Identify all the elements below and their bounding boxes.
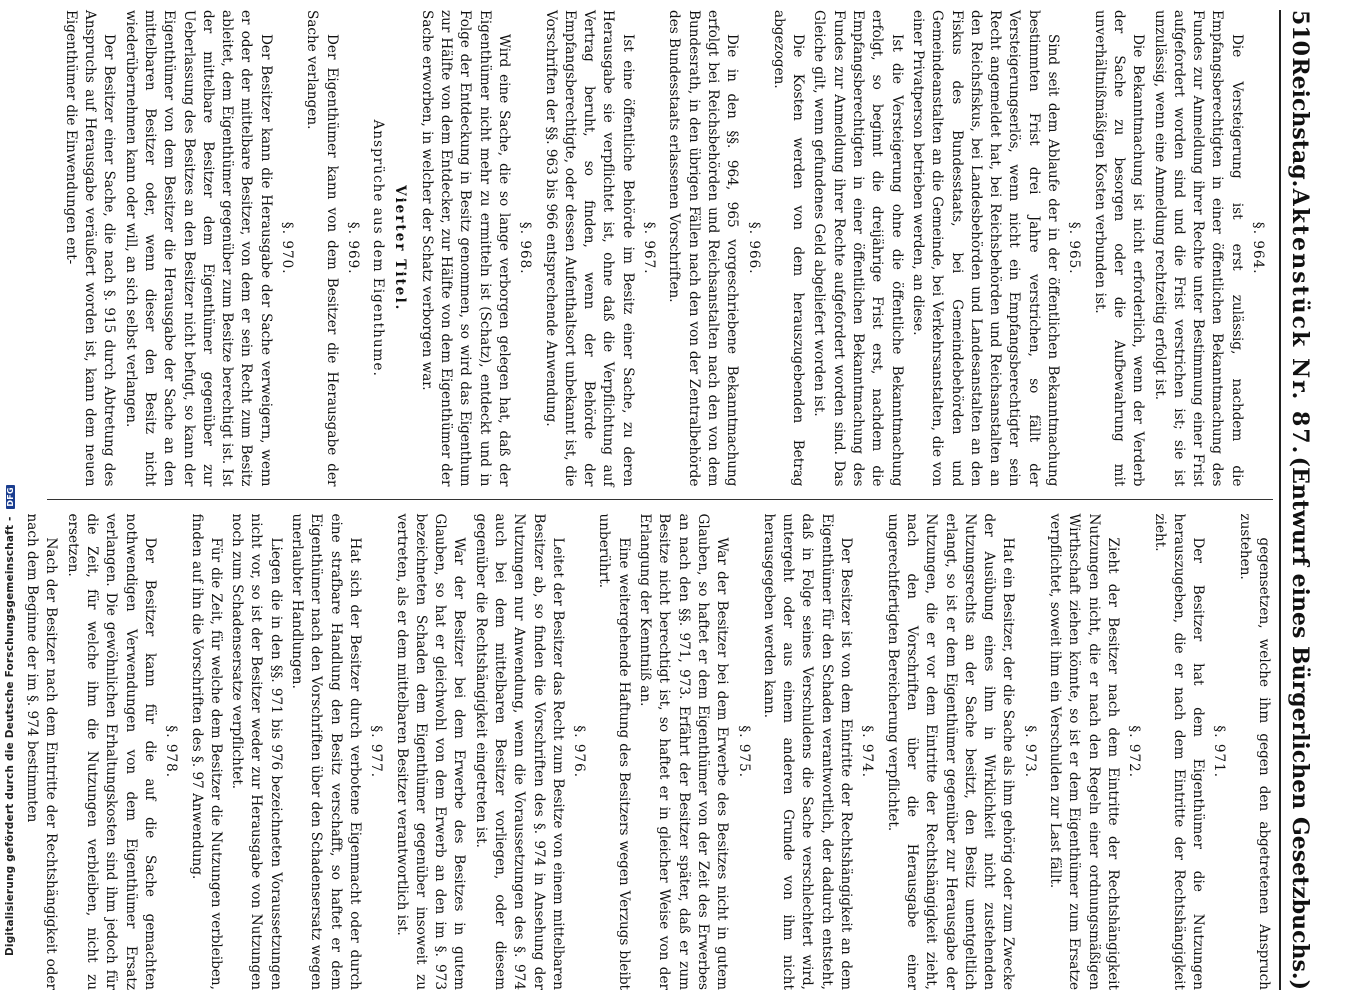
paragraph: Nach der Besitzer nach dem Eintritte der Rechtshängigkeit oder nach dem Beginne der im §. 974 bestimmten [24,513,60,990]
section-number: §. 964. [1250,221,1266,275]
left-column [47,10,1273,500]
paragraph: Die Kosten werden von dem herauszugebenden Betrag abgezogen. [770,10,807,487]
paragraph: Liegen die in den §§. 971 bis 976 bezeichneten Voraussetzungen nicht vor, so ist der Besitzer weder zur Herausgabe von Nutzungen noch zum Schadensersatze verpflichtet. [229,513,284,990]
section-number: §. 970. [279,221,296,275]
paragraph: Der Besitzer ist von dem Eintritte der Rechtshängigkeit an dem Eigenthümer für den Schaden verantwortlich, der dadurch entsteht, daß in Folge seines Verschuldens die Sache verschlechtert wird, untergeht oder aus einem anderen Grunde von ihm nicht herausgegeben werden kann. [760,513,855,990]
section-number: §. 967. [641,221,658,275]
paragraph: Die Bekanntmachung ist nicht erforderlich, wenn der Verderb der Sache zu besorgen oder die Aufbewahrung mit unverhältnißmäßigen Kosten verbunden ist. [1091,10,1147,487]
credit-text: Digitalisierung gefördert durch die Deutsche Forschungsgemeinschaft - [4,516,16,956]
section-number: §. 976. [571,725,588,779]
paragraph: Hat ein Besitzer, der die Sache als ihm gehörig oder zum Zwecke der Ausübung eines ihm in Wirklichkeit nicht zustehenden Nutzungsrechts an der Sache besitzt, den Besitz unentgeltlich erlangt, so ist er dem Eigenthümer gegenüber zur Herausgabe der Nutzungen, die er vor dem Eintritte der Rechtshängigkeit zieht, nach den Vorschriften über die Herausgabe einer ungerechtfertigten Bereicherung verpflichtet. [884,513,1017,990]
page-header [1279,10,1313,990]
paragraph: Der Besitzer kann für die auf die Sache gemachten nothwendigen Verwendungen von dem Eigenthümer Ersatz verlangen. Die gewöhnlichen Erhaltungskosten sind ihm jedoch für die Zeit, für welche ihm die Nutzungen verbleiben, nicht zu ersetzen. [64,513,158,990]
paragraph: Der Besitzer kann die Herausgabe der Sache verweigern, wenn er oder der mittelbare Besitzer, von dem er sein Recht zum Besitz ableitet, dem Eigenthümer gegenüber zum Besitze berechtigt ist. Ist der mittelbare Besitzer dem Eigenthümer gegenüber zur Ueberlassung des Besitzes an den Besitzer nicht befugt, so kann der Eigenthümer von dem Besitzer die Herausgabe der Sache an den mittelbaren Besitzer oder, wenn dieser den Besitz nicht wiederübernehmen kann oder will, an sich selbst verlangen. [122,10,274,487]
paragraph: Für die Zeit, für welche dem Besitzer die Nutzungen verbleiben, finden auf ihn die Vorschriften des §. 97 Anwendung. [188,513,224,990]
paragraph: Ist die Versteigerung ohne die öffentliche Bekanntmachung erfolgt, so beginnt die dreijährige Frist erst, nachdem die Empfangsberechtigten in einer öffentlichen Bekanntmachung des Fundes zur Anmeldung ihrer Rechte aufgefordert worden sind. Das Gleiche gilt, wenn gefundenes Geld abgeliefert worden ist. [811,10,905,487]
digitization-sidebar [0,0,22,1000]
section-number: §. 978. [163,725,180,779]
dfg-logo: DFG [6,487,15,507]
section-number: §. 972. [1126,725,1143,779]
section-number: §. 965. [1066,221,1083,275]
header-center: Aktenstück Nr. 87. [1287,188,1313,456]
digitization-credit [4,16,16,956]
paragraph: Eine weitergehende Haftung des Besitzers wegen Verzugs bleibt unberührt. [596,513,632,990]
paragraph: Hat sich der Besitzer durch verbotene Eigenmacht oder durch eine strafbare Handlung den Besitz verschafft, so haftet er dem Eigenthümer nach den Vorschriften über den Schadensersatz wegen unerlaubter Handlungen. [289,513,363,990]
paragraph: Wird eine Sache, die so lange verborgen gelegen hat, daß der Eigenthümer nicht mehr zu ermitteln ist (Schatz), entdeckt und in Folge der Entdeckung in Besitz genommen, so wird das Eigenthum zur Hälfte von dem Entdecker, zur Hälfte von dem Eigenthümer der Sache erworben, in welcher der Schatz verborgen war. [418,10,513,487]
section-number: §. 974. [859,725,876,779]
section-number: §. 968. [517,221,534,275]
paragraph: gegensetzen, welche ihm gegen den abgetretenen Anspruch zustehen. [1236,513,1272,990]
header-left: Reichstag. [1287,57,1313,188]
section-number: §. 966. [745,221,762,275]
section-number: §. 975. [735,725,752,779]
header-right: (Entwurf eines Bürgerlichen Gesetzbuchs.) [1287,456,1313,990]
paragraph: Der Besitzer einer Sache, die nach §. 915 durch Abtretung des Anspruchs auf Herausgabe veräußert worden ist, kann dem neuen Eigenthümer die Einwendungen ent- [62,10,118,487]
section-number: §. 977. [368,725,385,779]
paragraph: War der Besitzer bei dem Erwerbe des Besitzes nicht in gutem Glauben, so haftet er dem Eigenthümer von der Zeit des Erwerbes an nach den §§. 971, 973. Erfährt der Besitzer später, daß er zum Besitze nicht berechtigt ist, so haftet er in gleicher Weise von der Erlangung der Kenntniß an. [637,513,731,990]
paragraph: Sind seit dem Ablaufe der in der öffentlichen Bekanntmachung bestimmten Frist drei Jahre verstrichen, so fällt der Versteigerungserlös, wenn nicht ein Empfangsberechtigter sein Recht angemeldet hat, bei Reichsbehörden und Reichsanstalten an den Reichsfiskus, bei Landesbehörden und Landesanstalten an den Fiskus des Bundesstaats, bei Gemeindebehörden und Gemeindeanstalten an die Gemeinde, bei Verkehrsanstalten, die von einer Privatperson betrieben werden, an diese. [909,10,1062,487]
paragraph: Ist eine öffentliche Behörde im Besitz einer Sache, zu deren Herausgabe sie verpflichtet ist, ohne daß die Verpflichtung auf Vertrag beruht, so finden, wenn der Behörde der Empfangsberechtigte, oder dessen Aufenthaltsort unbekannt ist, die Vorschriften der §§. 963 bis 966 entsprechende Anwendung. [542,10,636,487]
chapter-subtitle: Ansprüche aus dem Eigenthume. [370,119,387,377]
section-number: §. 973. [1021,725,1038,779]
paragraph: Die in den §§. 964, 965 vorgeschriebene Bekanntmachung erfolgt bei Reichsbehörden und Reichsanstalten nach den von dem Bundesrath, in den übrigen Fällen nach den von der Zentralbehörde des Bundesstaats erlassenen Vorschriften. [666,10,741,487]
right-column [24,513,1273,991]
paragraph: Zieht der Besitzer nach dem Eintritte der Rechtshängigkeit Nutzungen nicht, die er nach den Regeln einer ordnungsmäßigen Wirthschaft ziehen könnte, so ist er dem Eigenthümer zum Ersatze verpflichtet, soweit ihm ein Verschulden zur Last fällt. [1047,513,1121,990]
section-number: §. 969. [344,221,361,275]
paragraph: Die Versteigerung ist erst zulässig, nachdem die Empfangsberechtigten in einer öffentlichen Bekanntmachung des Fundes zur Anmeldung ihrer Rechte unter Bestimmung einer Frist aufgefordert worden sind und die Frist verstrichen ist; sie ist unzulässig, wenn eine Anmeldung rechtzeitig erfolgt ist. [1151,10,1245,487]
chapter-title: Vierter Titel. [391,185,408,312]
section-number: §. 971. [1211,725,1228,779]
paragraph: Der Eigenthümer kann von dem Besitzer die Herausgabe der Sache verlangen. [304,10,340,487]
page-number: 510 [1287,10,1313,56]
document-page [24,0,1321,1000]
paragraph: Leitet der Besitzer das Recht zum Besitze von einem mittelbaren Besitzer ab, so finden die Vorschriften des §. 974 in Ansehung der Nutzungen nur Anwendung, wenn die Voraussetzungen des §. 974 auch bei dem mittelbaren Besitzer vorliegen, oder diesem gegenüber die Rechtshängigkeit eingetreten ist. [472,513,566,990]
paragraph: War der Besitzer bei dem Erwerbe des Besitzes in gutem Glauben, so hat er gleichwohl von dem Erwerb an den im §. 973 bezeichneten Schaden dem Eigenthümer gegenüber insoweit zu vertreten, als er dem mittelbaren Besitzer verantwortlich ist. [393,513,468,990]
paragraph: Der Besitzer hat dem Eigenthümer die Nutzungen herauszugeben, die er nach dem Eintritte der Rechtshängigkeit zieht. [1151,513,1207,990]
